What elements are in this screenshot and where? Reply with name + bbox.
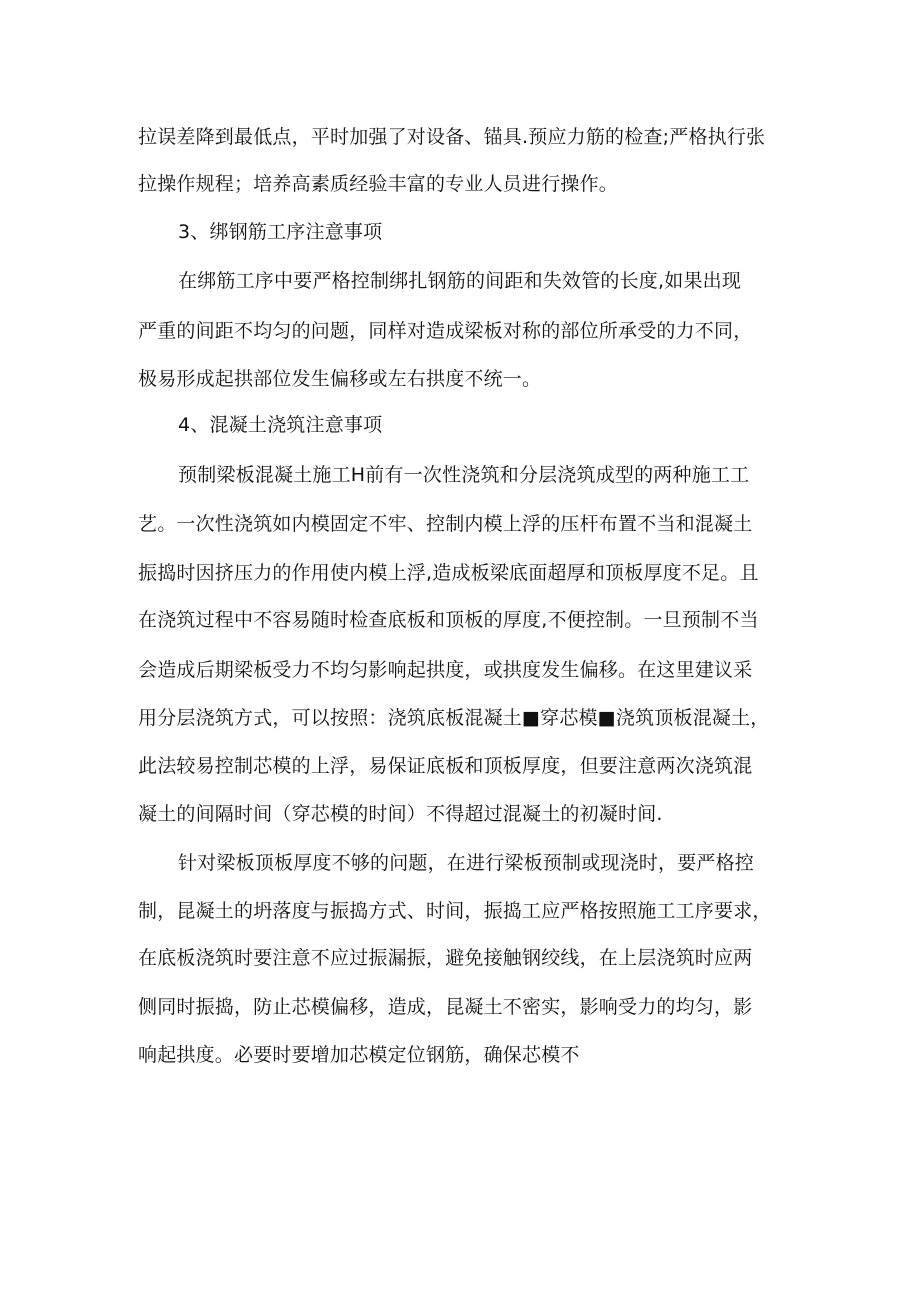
text-line: 预制梁板混凝土施工H前有一次性浇筑和分层浇筑成型的两种施工工 [178, 464, 750, 486]
text-line: 会造成后期梁板受力不均匀影响起拱度，或拱度发生偏移。在这里建议采 [138, 659, 753, 681]
text-line: 在底板浇筑时要注意不应过振漏振，避免接触钢绞线，在上层浇筑时应两 [138, 947, 753, 969]
text-line: 在浇筑过程中不容易随时检查底板和顶板的厚度,不便控制。一旦预制不当 [138, 609, 759, 631]
text-line: 艺。一次性浇筑如内模固定不牢、控制内模上浮的压杆布置不当和混凝土 [138, 513, 753, 535]
text-line: 针对梁板顶板厚度不够的问题，在进行梁板预制或现浇时，要严格控 [178, 852, 755, 874]
section-heading: 4、混凝土浇筑注意事项 [178, 414, 383, 436]
text-line: 侧同时振捣，防止芯模偏移，造成，昆凝土不密实，影响受力的均匀，影 [138, 996, 753, 1018]
text-line: 此法较易控制芯模的上浮，易保证底板和顶板厚度，但要注意两次浇筑混 [138, 755, 753, 777]
section-heading: 3、绑钢筋工序注意事项 [178, 221, 383, 243]
text-line: 严重的间距不均匀的问题，同样对造成梁板对称的部位所承受的力不同， [138, 320, 753, 342]
text-line: 极易形成起拱部位发生偏移或左右拱度不统一。 [138, 368, 542, 390]
text-line: 振捣时因挤压力的作用使内模上浮,造成板梁底面超厚和顶板厚度不足。且 [138, 562, 759, 584]
text-line: 在绑筋工序中要严格控制绑扎钢筋的间距和失效管的长度,如果出现 [178, 270, 742, 292]
text-line: 拉操作规程；培养高素质经验丰富的专业人员进行操作。 [138, 173, 619, 195]
text-line: 响起拱度。必要时要增加芯模定位钢筋，确保芯模不 [138, 1044, 580, 1066]
text-line: 制，昆凝土的坍落度与振捣方式、时间，振捣工应严格按照施工工序要求， [138, 900, 772, 922]
text-line: 拉误差降到最低点，平时加强了对设备、锚具.预应力筋的检查;严格执行张 [138, 126, 766, 148]
text-line: 凝土的间隔时间（穿芯模的时间）不得超过混凝土的初凝时间. [138, 803, 663, 825]
text-line: 用分层浇筑方式，可以按照：浇筑底板混凝土■穿芯模■浇筑顶板混凝土， [138, 707, 770, 729]
